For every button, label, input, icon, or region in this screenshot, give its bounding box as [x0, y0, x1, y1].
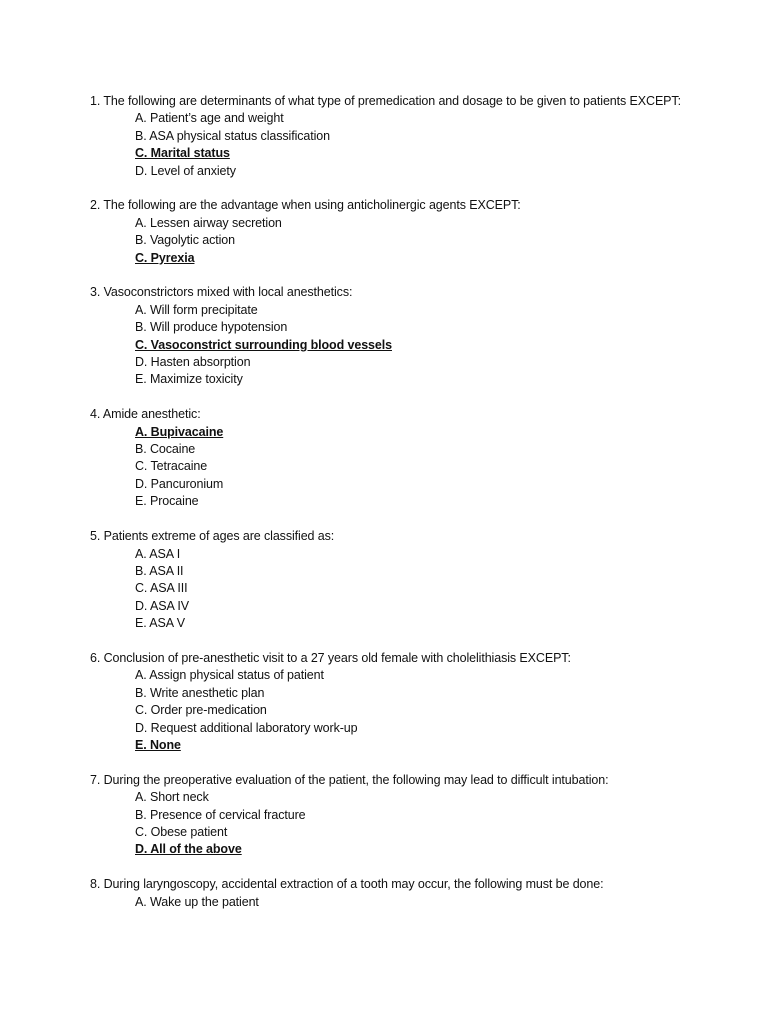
question-number: 7. — [90, 772, 101, 787]
option: B. Will produce hypotension — [135, 320, 288, 335]
option-list — [90, 424, 730, 511]
option: D. Request additional laboratory work-up — [135, 720, 358, 735]
question-1 — [90, 93, 730, 180]
question-stem — [90, 650, 730, 667]
question-text: Conclusion of pre-anesthetic visit to a 27 years old female with cholelithiasis EXCEPT: — [103, 650, 571, 665]
question-text: Vasoconstrictors mixed with local anesthetics: — [103, 285, 353, 300]
question-number: 2. — [90, 198, 101, 213]
question-stem — [90, 528, 730, 545]
question-stem — [90, 876, 730, 893]
option-list — [90, 894, 730, 911]
option: A. Short neck — [135, 790, 209, 805]
option-list — [90, 302, 730, 389]
question-stem — [90, 406, 730, 423]
question-text: The following are determinants of what type of premedication and dosage to be given to patients EXCEPT: — [103, 94, 681, 108]
question-text: The following are the advantage when using anticholinergic agents EXCEPT: — [103, 198, 521, 213]
option: B. Cocaine — [135, 442, 196, 457]
option: D. Pancuronium — [135, 476, 224, 491]
option: D. Level of anxiety — [135, 163, 236, 178]
answer-option: C. Pyrexia — [135, 250, 195, 265]
option-list — [90, 667, 730, 754]
option: E. ASA V — [135, 616, 185, 631]
question-2 — [90, 197, 730, 267]
answer-option: D. All of the above — [135, 842, 242, 857]
question-8 — [90, 876, 730, 911]
option-list — [90, 546, 730, 633]
option: C. ASA III — [135, 581, 188, 596]
question-number: 1. — [90, 94, 101, 108]
question-number: 3. — [90, 285, 101, 300]
question-7 — [90, 772, 730, 859]
option: B. ASA physical status classification — [135, 128, 331, 143]
option: B. ASA II — [135, 563, 184, 578]
option: C. Tetracaine — [135, 459, 208, 474]
option: A. Will form precipitate — [135, 302, 258, 317]
option: D. Hasten absorption — [135, 355, 251, 370]
option: A. ASA I — [135, 546, 181, 561]
question-stem — [90, 93, 730, 110]
question-text: Amide anesthetic: — [102, 407, 201, 422]
option: C. Order pre-medication — [135, 703, 267, 718]
option: B. Write anesthetic plan — [135, 685, 265, 700]
question-5 — [90, 528, 730, 632]
option: D. ASA IV — [135, 598, 189, 613]
question-number: 4. — [90, 407, 101, 422]
option: A. Wake up the patient — [135, 894, 259, 909]
option: E. Procaine — [135, 494, 199, 509]
option: A. Lessen airway secretion — [135, 215, 282, 230]
question-stem — [90, 772, 730, 789]
option: B. Vagolytic action — [135, 233, 236, 248]
question-stem — [90, 284, 730, 301]
question-number: 6. — [90, 650, 101, 665]
option: C. Obese patient — [135, 824, 228, 839]
question-6 — [90, 650, 730, 754]
answer-option: C. Vasoconstrict surrounding blood vessels — [135, 337, 392, 352]
question-4 — [90, 406, 730, 510]
option: B. Presence of cervical fracture — [135, 807, 306, 822]
question-text: Patients extreme of ages are classified as: — [103, 529, 335, 544]
question-number: 8. — [90, 877, 101, 892]
question-3 — [90, 284, 730, 388]
option-list — [90, 215, 730, 267]
option: A. Patient’s age and weight — [135, 111, 284, 126]
option-list — [90, 789, 730, 859]
question-number: 5. — [90, 529, 101, 544]
option: E. Maximize toxicity — [135, 372, 243, 387]
answer-option: A. Bupivacaine — [135, 424, 224, 439]
question-stem — [90, 197, 730, 214]
answer-option: E. None — [135, 737, 181, 752]
question-list — [90, 93, 730, 928]
option-list — [90, 110, 730, 180]
question-text: During laryngoscopy, accidental extraction of a tooth may occur, the following must be done: — [103, 877, 604, 892]
question-text: During the preoperative evaluation of the patient, the following may lead to difficult intubation: — [103, 772, 609, 787]
answer-option: C. Marital status — [135, 146, 230, 161]
option: A. Assign physical status of patient — [135, 668, 324, 683]
